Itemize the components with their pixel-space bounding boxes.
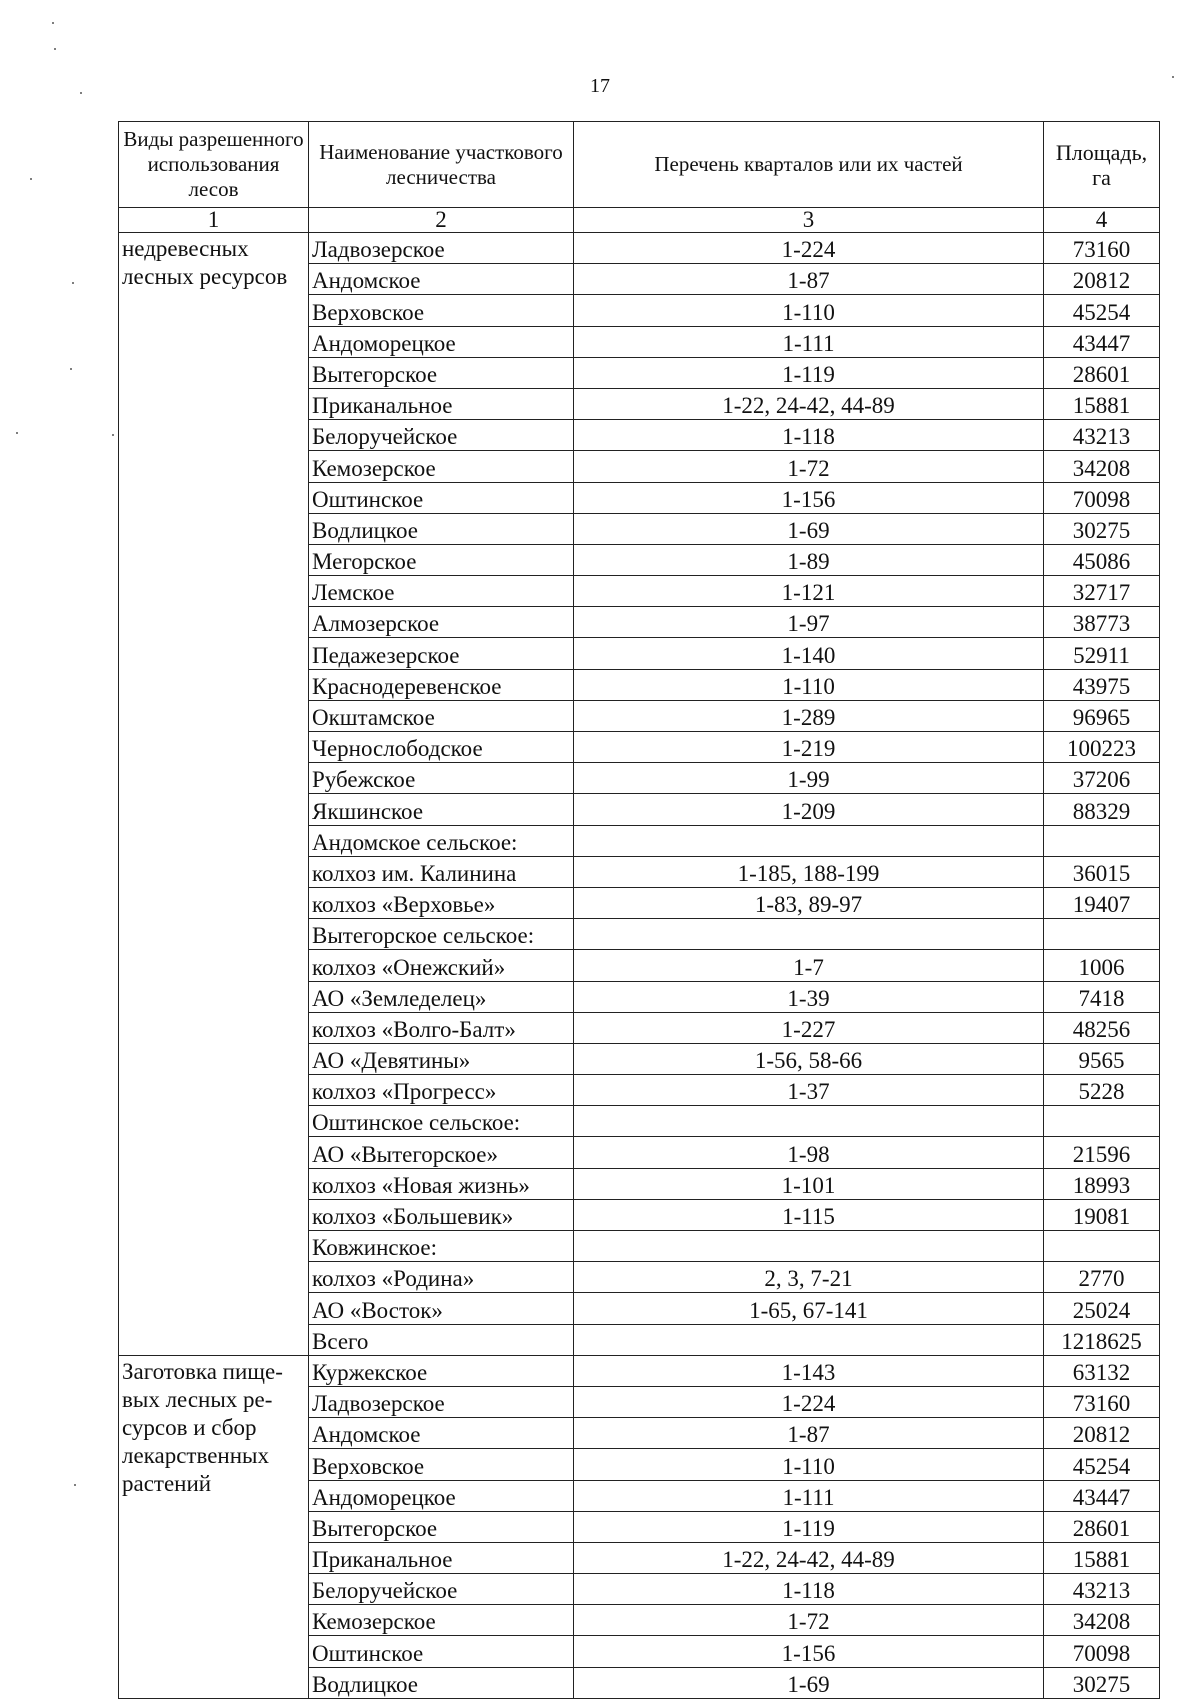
quarters-cell: 1-72 [574,1605,1044,1636]
column-number: 4 [1044,208,1160,233]
area-cell: 96965 [1044,700,1160,731]
area-cell: 37206 [1044,763,1160,794]
area-cell: 43975 [1044,669,1160,700]
forestry-name-cell: Куржекское [309,1355,574,1386]
area-cell: 1218625 [1044,1324,1160,1355]
area-cell: 88329 [1044,794,1160,825]
forestry-name-cell: Верховское [309,295,574,326]
area-cell [1044,825,1160,856]
forestry-name-cell: Водлицкое [309,1667,574,1698]
forestry-name-cell: Алмозерское [309,607,574,638]
forestry-name-cell: Белоручейское [309,420,574,451]
forestry-name-cell: Лемское [309,576,574,607]
forestry-name-cell: Вытегорское [309,357,574,388]
area-cell: 63132 [1044,1355,1160,1386]
scan-speck [80,92,82,94]
forestry-name-cell: колхоз «Волго-Балт» [309,1012,574,1043]
quarters-cell: 1-87 [574,264,1044,295]
quarters-cell: 1-22, 24-42, 44-89 [574,388,1044,419]
area-cell: 5228 [1044,1075,1160,1106]
quarters-cell [574,1231,1044,1262]
header-permitted-use: Виды разрешенного использования лесов [119,122,309,208]
area-cell: 73160 [1044,233,1160,264]
quarters-cell: 1-219 [574,732,1044,763]
forestry-name-cell: Ковжинское: [309,1231,574,1262]
area-cell: 9565 [1044,1043,1160,1074]
quarters-cell: 1-99 [574,763,1044,794]
forestry-name-cell: Приканальное [309,388,574,419]
quarters-cell [574,1106,1044,1137]
area-cell: 45086 [1044,544,1160,575]
forestry-name-cell: Андоморецкое [309,326,574,357]
area-cell: 70098 [1044,482,1160,513]
area-cell: 20812 [1044,264,1160,295]
scan-speck [70,368,72,370]
quarters-cell: 1-143 [574,1355,1044,1386]
quarters-cell: 1-209 [574,794,1044,825]
quarters-cell [574,919,1044,950]
scan-speck [52,22,54,24]
quarters-cell: 1-111 [574,1480,1044,1511]
forestry-name-cell: колхоз «Большевик» [309,1199,574,1230]
forestry-name-cell: Андоморецкое [309,1480,574,1511]
quarters-cell: 2, 3, 7-21 [574,1262,1044,1293]
quarters-cell: 1-39 [574,981,1044,1012]
quarters-cell: 1-69 [574,513,1044,544]
quarters-cell: 1-224 [574,1386,1044,1417]
permitted-use-cell: Заготовка пище- вых лесных ре- сурсов и сбор лекарственных растений [119,1355,309,1698]
area-cell: 19407 [1044,887,1160,918]
forestry-name-cell: Педажезерское [309,638,574,669]
scan-speck [72,282,74,284]
forestry-name-cell: АО «Девятины» [309,1043,574,1074]
page-number: 17 [590,75,610,97]
quarters-cell: 1-121 [574,576,1044,607]
forestry-name-cell: Чернослободское [309,732,574,763]
quarters-cell: 1-111 [574,326,1044,357]
header-area: Площадь, га [1044,122,1160,208]
area-cell: 19081 [1044,1199,1160,1230]
quarters-cell: 1-156 [574,482,1044,513]
quarters-cell: 1-289 [574,700,1044,731]
forestry-name-cell: Оштинское [309,482,574,513]
area-cell: 38773 [1044,607,1160,638]
quarters-cell: 1-140 [574,638,1044,669]
header-forestry-name: Наименование участкового лесничества [309,122,574,208]
area-cell: 45254 [1044,295,1160,326]
quarters-cell: 1-110 [574,669,1044,700]
forest-use-table [118,121,1160,1699]
area-cell: 34208 [1044,451,1160,482]
forestry-name-cell: колхоз «Верховье» [309,887,574,918]
quarters-cell: 1-224 [574,233,1044,264]
area-cell: 25024 [1044,1293,1160,1324]
quarters-cell: 1-110 [574,295,1044,326]
quarters-cell: 1-101 [574,1168,1044,1199]
quarters-cell: 1-65, 67-141 [574,1293,1044,1324]
forestry-name-cell: Вытегорское [309,1511,574,1542]
scan-speck [112,434,114,436]
forestry-name-cell: Вытегорское сельское: [309,919,574,950]
area-cell: 48256 [1044,1012,1160,1043]
column-number: 1 [119,208,309,233]
forestry-name-cell: колхоз «Родина» [309,1262,574,1293]
forestry-name-cell: колхоз «Онежский» [309,950,574,981]
scan-speck [74,1484,76,1486]
forestry-name-cell: Оштинское [309,1636,574,1667]
area-cell: 15881 [1044,1542,1160,1573]
forestry-name-cell: Андомское сельское: [309,825,574,856]
forestry-name-cell: Оштинское сельское: [309,1106,574,1137]
area-cell: 43213 [1044,1574,1160,1605]
forestry-name-cell: АО «Земледелец» [309,981,574,1012]
quarters-cell: 1-83, 89-97 [574,887,1044,918]
quarters-cell: 1-185, 188-199 [574,856,1044,887]
area-cell: 2770 [1044,1262,1160,1293]
area-cell [1044,919,1160,950]
area-cell: 34208 [1044,1605,1160,1636]
scan-speck [1172,76,1174,78]
area-cell: 30275 [1044,1667,1160,1698]
area-cell [1044,1231,1160,1262]
area-cell: 100223 [1044,732,1160,763]
quarters-cell: 1-227 [574,1012,1044,1043]
area-cell: 7418 [1044,981,1160,1012]
forestry-name-cell: колхоз «Новая жизнь» [309,1168,574,1199]
area-cell: 21596 [1044,1137,1160,1168]
quarters-cell: 1-115 [574,1199,1044,1230]
area-cell: 43447 [1044,1480,1160,1511]
forestry-name-cell: Кемозерское [309,451,574,482]
area-cell: 32717 [1044,576,1160,607]
scan-speck [30,178,32,180]
header-row [119,122,1160,208]
table-row [119,1355,1160,1386]
area-cell: 45254 [1044,1449,1160,1480]
scan-speck [16,432,18,434]
area-cell: 52911 [1044,638,1160,669]
quarters-cell: 1-110 [574,1449,1044,1480]
header-quarters-list: Перечень кварталов или их частей [574,122,1044,208]
area-cell: 43213 [1044,420,1160,451]
quarters-cell [574,1324,1044,1355]
area-cell: 70098 [1044,1636,1160,1667]
forestry-name-cell: Якшинское [309,794,574,825]
forestry-name-cell: колхоз «Прогресс» [309,1075,574,1106]
forestry-name-cell: Верховское [309,1449,574,1480]
forestry-name-cell: Мегорское [309,544,574,575]
area-cell: 15881 [1044,388,1160,419]
area-cell [1044,1106,1160,1137]
scan-speck [54,48,56,50]
quarters-cell: 1-22, 24-42, 44-89 [574,1542,1044,1573]
table-row [119,233,1160,264]
forestry-name-cell: колхоз им. Калинина [309,856,574,887]
quarters-cell: 1-89 [574,544,1044,575]
quarters-cell: 1-69 [574,1667,1044,1698]
forestry-name-cell: Всего [309,1324,574,1355]
quarters-cell: 1-156 [574,1636,1044,1667]
forestry-name-cell: Андомское [309,264,574,295]
area-cell: 1006 [1044,950,1160,981]
forestry-name-cell: Краснодеревенское [309,669,574,700]
forestry-name-cell: Ладвозерское [309,233,574,264]
column-number: 3 [574,208,1044,233]
area-cell: 18993 [1044,1168,1160,1199]
column-number-row [119,208,1160,233]
quarters-cell: 1-72 [574,451,1044,482]
forestry-name-cell: АО «Вытегорское» [309,1137,574,1168]
area-cell: 20812 [1044,1418,1160,1449]
area-cell: 28601 [1044,357,1160,388]
permitted-use-cell: недревесных лесных ресурсов [119,233,309,1356]
quarters-cell: 1-87 [574,1418,1044,1449]
area-cell: 28601 [1044,1511,1160,1542]
area-cell: 73160 [1044,1386,1160,1417]
quarters-cell: 1-118 [574,1574,1044,1605]
forestry-name-cell: АО «Восток» [309,1293,574,1324]
area-cell: 30275 [1044,513,1160,544]
quarters-cell: 1-119 [574,1511,1044,1542]
quarters-cell [574,825,1044,856]
quarters-cell: 1-56, 58-66 [574,1043,1044,1074]
forestry-name-cell: Приканальное [309,1542,574,1573]
forestry-name-cell: Белоручейское [309,1574,574,1605]
forestry-name-cell: Кемозерское [309,1605,574,1636]
forestry-name-cell: Андомское [309,1418,574,1449]
quarters-cell: 1-119 [574,357,1044,388]
quarters-cell: 1-98 [574,1137,1044,1168]
forestry-name-cell: Окштамское [309,700,574,731]
quarters-cell: 1-37 [574,1075,1044,1106]
area-cell: 43447 [1044,326,1160,357]
forestry-name-cell: Рубежское [309,763,574,794]
area-cell: 36015 [1044,856,1160,887]
column-number: 2 [309,208,574,233]
quarters-cell: 1-118 [574,420,1044,451]
quarters-cell: 1-97 [574,607,1044,638]
forestry-name-cell: Ладвозерское [309,1386,574,1417]
forestry-name-cell: Водлицкое [309,513,574,544]
quarters-cell: 1-7 [574,950,1044,981]
